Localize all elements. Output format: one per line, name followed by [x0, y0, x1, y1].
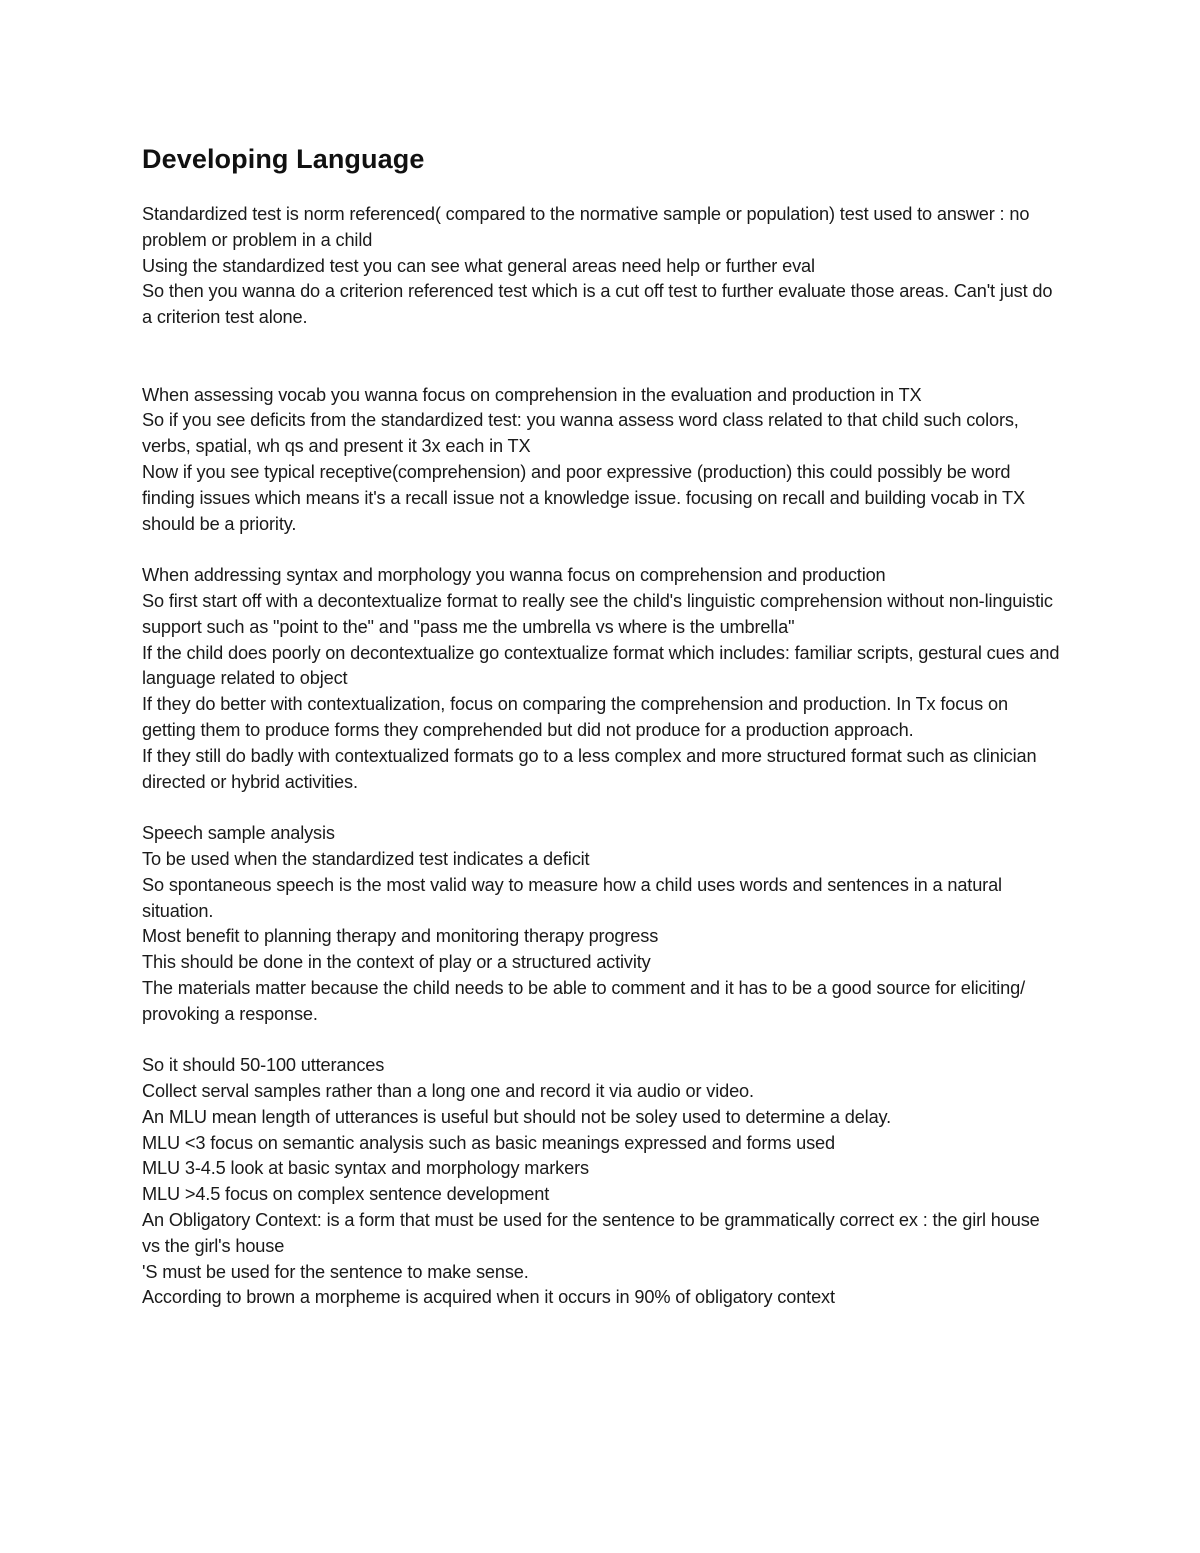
spacer [142, 537, 1062, 563]
text-line: To be used when the standardized test indicates a deficit [142, 848, 590, 869]
document-body [142, 140, 1062, 1311]
spacer [142, 1028, 1062, 1054]
text-line: Most benefit to planning therapy and monitoring therapy progress [142, 926, 659, 947]
page-title: Developing Language [142, 144, 425, 174]
section-standardized-tests [142, 202, 1062, 331]
section-speech-sample-analysis [142, 821, 1062, 1027]
text-line: So spontaneous speech is the most valid way to measure how a child uses words and sentences in a natural situation. [142, 874, 1002, 921]
text-line: 'S must be used for the sentence to make sense. [142, 1261, 529, 1282]
text-line: An Obligatory Context: is a form that must be used for the sentence to be grammatically correct ex : the girl house vs the girl's house [142, 1210, 1040, 1256]
section-vocab-assessment [142, 383, 1062, 538]
text-line: Using the standardized test you can see what general areas need help or further eval [142, 255, 815, 276]
section-syntax-morphology [142, 563, 1062, 795]
text-line: So if you see deficits from the standardized test: you wanna assess word class related to that child such colors, verbs, spatial, wh qs and present it 3x each in TX [142, 410, 1019, 457]
text-line: Collect serval samples rather than a long one and record it via audio or video. [142, 1081, 754, 1102]
text-line: An MLU mean length of utterances is useful but should not be soley used to determine a delay. [142, 1106, 892, 1127]
text-line: Standardized test is norm referenced( compared to the normative sample or population) test used to answer : no problem or problem in a child [142, 204, 1030, 250]
text-line: When assessing vocab you wanna focus on comprehension in the evaluation and production in TX [142, 384, 922, 405]
text-line: When addressing syntax and morphology you wanna focus on comprehension and production [142, 565, 886, 586]
text-line: Speech sample analysis [142, 823, 335, 844]
text-line: So first start off with a decontextualize format to really see the child's linguistic comprehension without non-linguistic support such as "point to the" and "pass me the umbrella vs where is the umbrella" [142, 590, 1053, 637]
text-line: So it should 50-100 utterances [142, 1055, 385, 1076]
spacer [142, 795, 1062, 821]
text-line: This should be done in the context of play or a structured activity [142, 952, 651, 973]
text-line: So then you wanna do a criterion referenced test which is a cut off test to further evaluate those areas. Can't just do a criterion test alone. [142, 281, 1053, 328]
text-line: If they do better with contextualization, focus on comparing the comprehension and production. In Tx focus on getting them to produce forms they comprehended but did not produce for a production approach. [142, 694, 1008, 740]
text-line: The materials matter because the child needs to be able to comment and it has to be a good source for eliciting/ provoking a response. [142, 977, 1025, 1024]
section-utterances-mlu [142, 1053, 1062, 1311]
text-line: Now if you see typical receptive(comprehension) and poor expressive (production) this could possibly be word finding issues which means it's a recall issue not a knowledge issue. focusing on recall and building vocab in TX should be a priority. [142, 461, 1025, 534]
text-line: MLU 3-4.5 look at basic syntax and morphology markers [142, 1158, 589, 1179]
spacer [142, 331, 1062, 383]
text-line: MLU <3 focus on semantic analysis such as basic meanings expressed and forms used [142, 1132, 835, 1153]
text-line: According to brown a morpheme is acquired when it occurs in 90% of obligatory context [142, 1287, 835, 1308]
text-line: If the child does poorly on decontextualize go contextualize format which includes: familiar scripts, gestural cues and language related to object [142, 642, 1060, 689]
text-line: MLU >4.5 focus on complex sentence development [142, 1184, 550, 1205]
text-line: If they still do badly with contextualized formats go to a less complex and more structured format such as clinician directed or hybrid activities. [142, 745, 1037, 792]
